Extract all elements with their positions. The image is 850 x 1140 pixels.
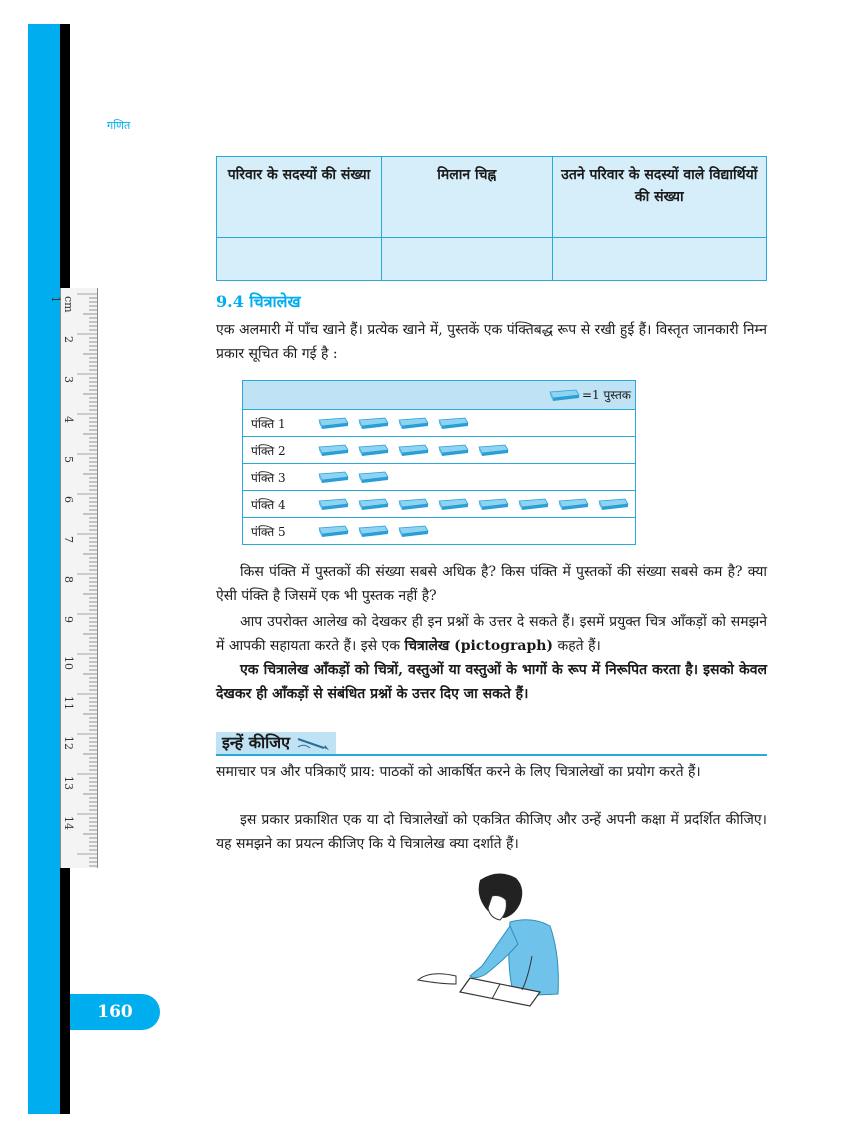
intro-paragraph: एक अलमारी में पाँच खाने हैं। प्रत्येक खाने में, पुस्तकें एक पंक्तिबद्ध रूप से रखी हुई हैं। विस्तृत जानकारी निम्न प्रकार सूचित की गई है :	[216, 322, 767, 362]
book-icon	[395, 524, 429, 538]
explain-text-end: कहते हैं।	[557, 638, 601, 654]
pictograph-row	[243, 410, 635, 437]
ruler-number: 10	[62, 656, 75, 670]
explain-text: आप उपरोक्त आलेख को देखकर ही इन प्रश्नों के उत्तर दे सकते हैं। इसमें प्रयुक्त चित्र आँकड़ों को समझने में आपकी सहायता करते हैं। इसे एक	[216, 614, 767, 654]
book-icon	[515, 497, 549, 511]
ruler-number: 7	[62, 536, 75, 543]
table-cell	[382, 238, 553, 281]
table-header-row	[217, 157, 767, 238]
pictograph-books	[315, 416, 469, 430]
book-icon	[555, 497, 589, 511]
ruler-number: 13	[62, 776, 75, 790]
book-icon	[395, 443, 429, 457]
book-icon	[546, 388, 580, 402]
pictograph-books	[315, 497, 629, 511]
pictograph-key	[546, 386, 631, 403]
book-icon	[355, 416, 389, 430]
section-title: 9.4 चित्रालेख	[216, 292, 301, 311]
book-icon	[355, 497, 389, 511]
page-number: 160	[70, 994, 160, 1030]
book-icon	[435, 443, 469, 457]
book-icon	[395, 416, 429, 430]
definition-paragraph: एक चित्रालेख आँकड़ों को चित्रों, वस्तुओं या वस्तुओं के भागों के रूप में निरूपित करता है। इसको केवल देखकर ही आँकड़ों से संबंधित प्रश्नों के उत्तर दिए जा सकते हैं।	[216, 662, 767, 702]
pictograph-books	[315, 470, 389, 484]
ruler-number: 4	[62, 416, 75, 423]
ruler-number: 14	[62, 816, 75, 830]
book-icon	[315, 443, 349, 457]
book-icon	[315, 470, 349, 484]
table-row	[217, 238, 767, 281]
table-header-cell: परिवार के सदस्यों की संख्या	[217, 157, 382, 238]
pictograph-books	[315, 524, 429, 538]
table-cell	[552, 238, 767, 281]
ruler-number: 9	[62, 616, 75, 623]
ruler-number: 6	[62, 496, 75, 503]
book-icon	[315, 416, 349, 430]
ruler-number: 2	[62, 336, 75, 343]
pictograph-row-label: पंक्ति 2	[251, 443, 286, 458]
explain-term: चित्रालेख (pictograph)	[404, 638, 554, 654]
pictograph-books	[315, 443, 509, 457]
book-icon	[355, 524, 389, 538]
activity-title: इन्हें कीजिए	[222, 733, 291, 752]
activity-label	[216, 732, 336, 754]
ruler-number: 8	[62, 576, 75, 583]
ruler-number: 3	[62, 376, 75, 383]
table-header-cell: मिलान चिह्न	[382, 157, 553, 238]
table-header-cell: उतने परिवार के सदस्यों वाले विद्यार्थियों की संख्या	[552, 157, 767, 238]
book-icon	[595, 497, 629, 511]
pictograph-row	[243, 518, 635, 544]
pictograph-row-label: पंक्ति 5	[251, 524, 286, 539]
ruler-number: 11	[62, 696, 75, 710]
explain-paragraph	[216, 610, 767, 658]
book-icon	[435, 497, 469, 511]
book-icon	[355, 470, 389, 484]
ruler-number: 12	[62, 736, 75, 750]
pictograph-key-row	[243, 381, 635, 410]
pictograph-row	[243, 491, 635, 518]
book-icon	[355, 443, 389, 457]
running-header: गणित	[107, 119, 131, 132]
book-icon	[475, 497, 509, 511]
book-icon	[315, 497, 349, 511]
student-reading-illustration	[410, 866, 610, 1016]
ruler-number: 5	[62, 456, 75, 463]
pictograph-row-label: पंक्ति 4	[251, 497, 286, 512]
book-icon	[395, 497, 429, 511]
book-icon	[315, 524, 349, 538]
question-paragraph: किस पंक्ति में पुस्तकों की संख्या सबसे अधिक है? किस पंक्ति में पुस्तकों की संख्या सबसे कम है? क्या ऐसी पंक्ति है जिसमें एक भी पुस्तक नहीं है?	[216, 564, 767, 604]
pictograph-key-label: =1 पुस्तक	[581, 388, 631, 402]
pictograph-row	[243, 464, 635, 491]
activity-header	[216, 732, 767, 756]
tally-table	[216, 156, 767, 281]
activity-paragraph-2: इस प्रकार प्रकाशित एक या दो चित्रालेखों को एकत्रित कीजिए और उन्हें अपनी कक्षा में प्रदर्शित कीजिए। यह समझने का प्रयत्न कीजिए कि ये चित्रालेख क्या दर्शाते हैं।	[216, 812, 767, 852]
pictograph	[242, 380, 636, 545]
table-cell	[217, 238, 382, 281]
ruler-graphic	[49, 288, 98, 868]
page-margin-bar	[28, 24, 60, 1114]
pictograph-row	[243, 437, 635, 464]
book-icon	[435, 416, 469, 430]
pencil-icon	[296, 735, 330, 751]
book-icon	[475, 443, 509, 457]
pictograph-row-label: पंक्ति 3	[251, 470, 286, 485]
activity-paragraph-1: समाचार पत्र और पत्रिकाएँ प्राय: पाठकों को आकर्षित करने के लिए चित्रालेखों का प्रयोग करते हैं।	[216, 764, 701, 780]
pictograph-row-label: पंक्ति 1	[251, 416, 286, 431]
ruler-number: cm 1	[49, 296, 75, 313]
